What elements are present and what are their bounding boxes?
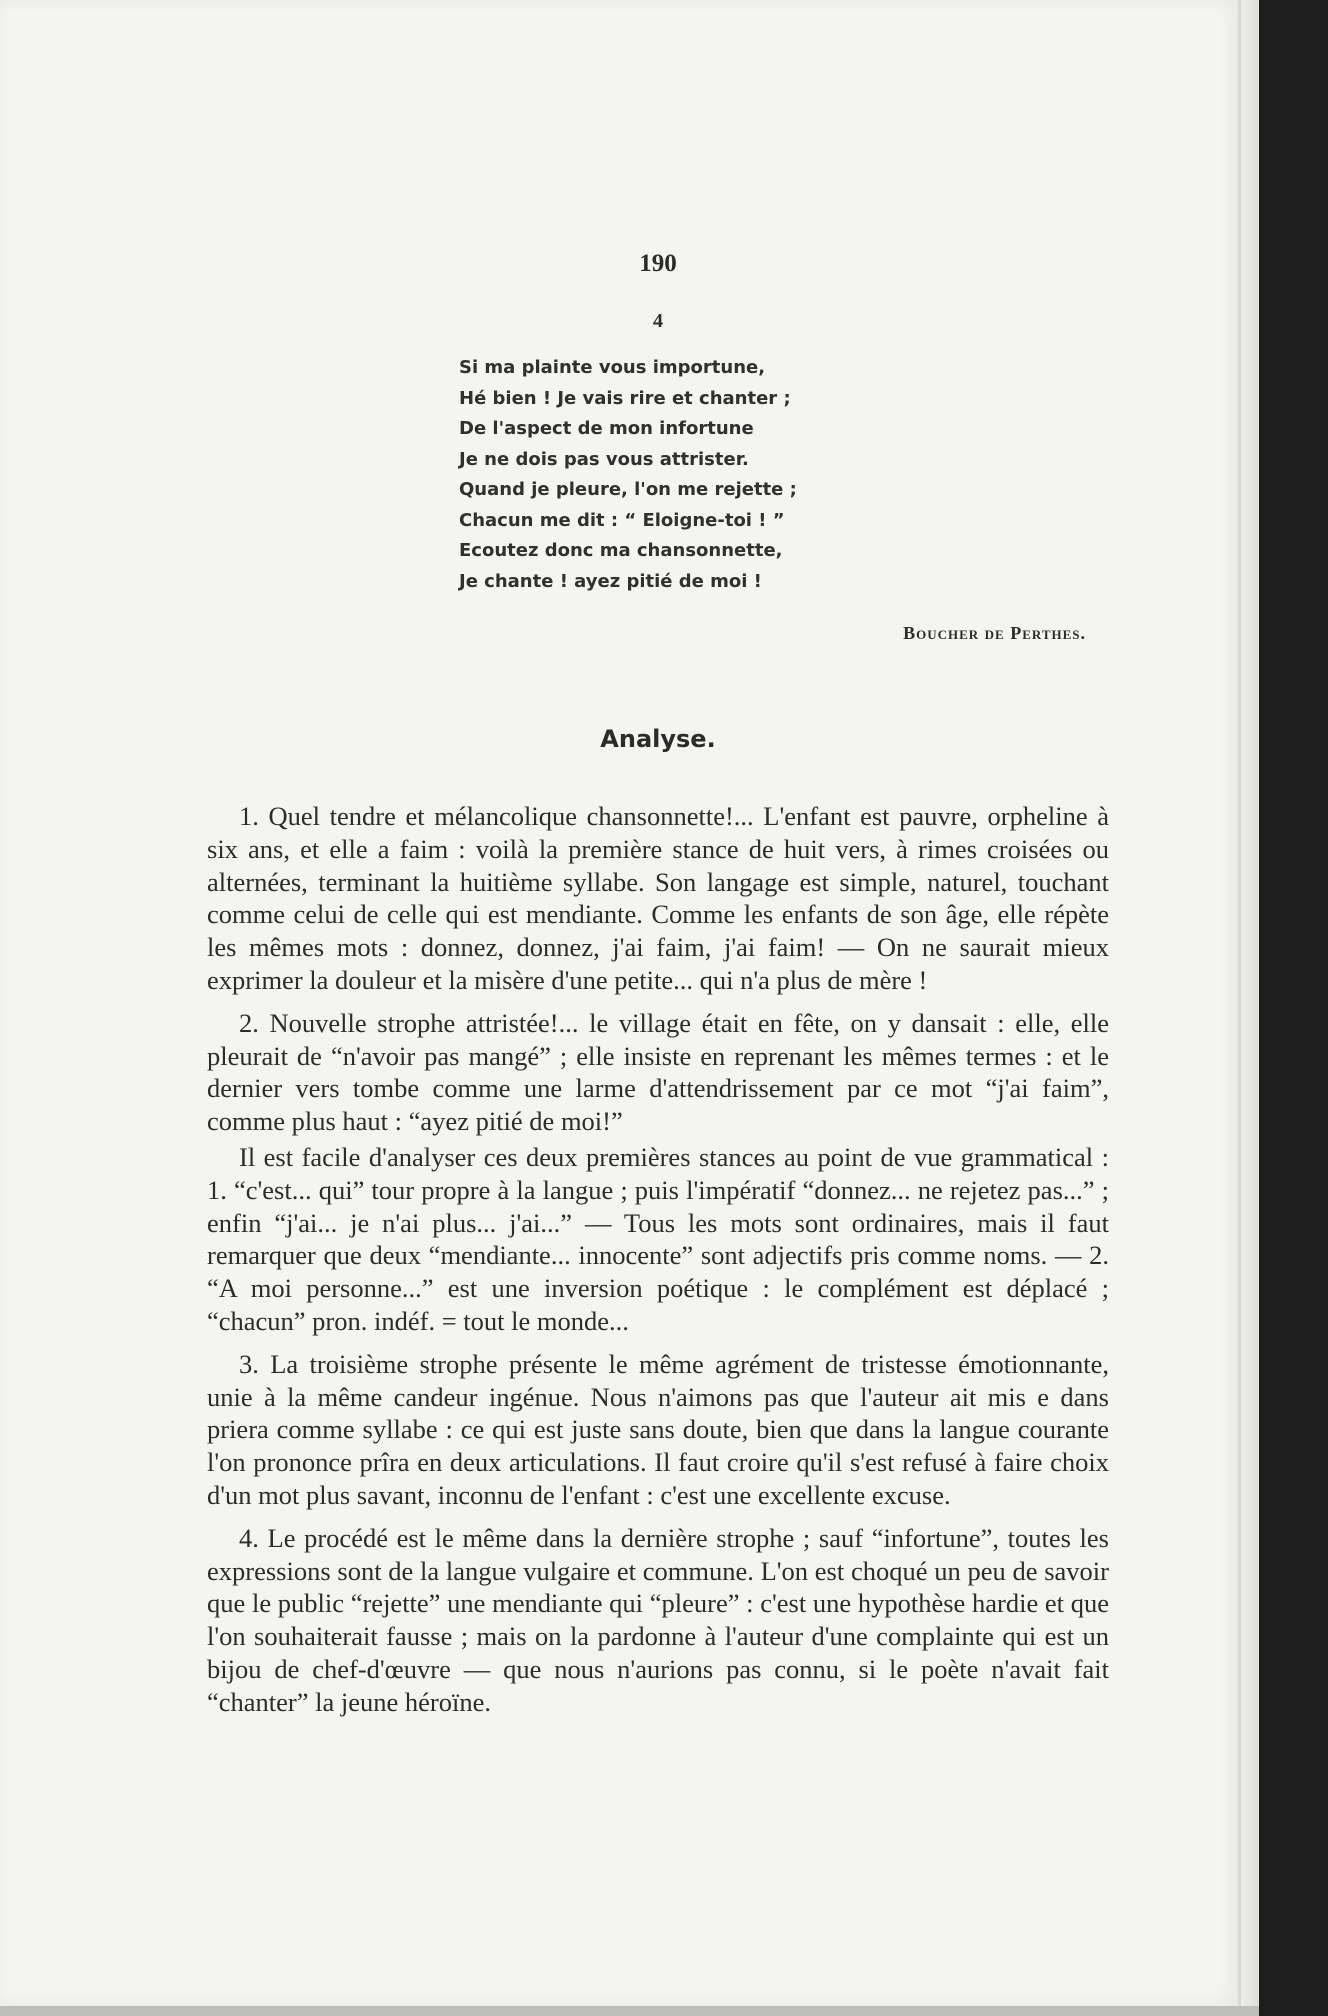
page-bottom-edge [0, 2006, 1259, 2016]
poem-stanza [459, 353, 919, 597]
section-title: Analyse. [600, 725, 716, 753]
analysis-body [207, 800, 1109, 1719]
poem-author: Boucher de Perthes. [903, 623, 1086, 643]
poem-line: Je chante ! ayez pitié de moi ! [459, 570, 762, 592]
poem-line: De l'aspect de mon infortune [459, 418, 754, 439]
poem-line: Ecoutez donc ma chansonnette, [459, 540, 783, 561]
analysis-paragraph-1: 1. Quel tendre et mélancolique chansonnette!... L'enfant est pauvre, orpheline à six ans, et elle a faim : voilà la première stance de huit vers, à rimes croisées ou alternées, terminant la huitième syllabe. Son langage est simple, naturel, touchant comme celui de celle qui est mendiante. Comme les enfants de son âge, elle répète les mêmes mots : donnez, donnez, j'ai faim, j'ai faim! — On ne saurait mieux exprimer la douleur et la misère d'une petite... qui n'a plus de mère ! [207, 801, 1109, 995]
page-edge [1241, 0, 1259, 2016]
analysis-paragraph-4: 4. Le procédé est le même dans la dernière strophe ; sauf “infortune”, toutes les expressions sont de la langue vulgaire et commune. L'on est choqué un peu de savoir que le public “rejette” une mendiante qui “pleure” : c'est une hypothèse hardie et que l'on souhaiterait fausse ; mais on la pardonne à l'auteur d'une complainte qui est un bijou de chef-d'œuvre — que nous n'aurions pas connu, si le poète n'avait fait “chanter” la jeune héroïne. [207, 1522, 1109, 1717]
poem-line: Je ne dois pas vous attrister. [459, 448, 749, 470]
analysis-paragraph-grammar: Il est facile d'analyser ces deux premières stances au point de vue grammatical : 1. “c'est... qui” tour propre à la langue ; puis l'impératif “donnez... ne rejetez pas...” ; enfin “j'ai... je n'ai plus... j'ai...” — Tous les mots sont ordinaires, mais il faut remarquer que deux “mendiante... innocente” sont adjectifs pris comme noms. — 2. “A moi personne...” est une inversion poétique : le complément est déplacé ; “chacun” pron. indéf. = tout le monde... [207, 1141, 1109, 1336]
page-number: 190 [639, 250, 677, 277]
scan-border [1259, 0, 1328, 2016]
poem-line: Hé bien ! Je vais rire et chanter ; [459, 387, 791, 409]
poem-line: Si ma plainte vous importune, [459, 357, 766, 378]
poem-line: Chacun me dit : “ Eloigne-toi ! ” [459, 509, 785, 531]
poem-line: Quand je pleure, l'on me rejette ; [459, 479, 797, 500]
stanza-number: 4 [653, 310, 663, 332]
analysis-paragraph-2: 2. Nouvelle strophe attristée!... le village était en fête, on y dansait : elle, elle pleurait de “n'avoir pas mangé” ; elle insiste en reprenant les mêmes termes : et le dernier vers tombe comme une larme d'attendrissement par ce mot “j'ai faim”, comme plus haut : “ayez pitié de moi!” [207, 1007, 1109, 1137]
analysis-paragraph-3: 3. La troisième strophe présente le même agrément de tristesse émotionnante, unie à la même candeur ingénue. Nous n'aimons pas que l'auteur ait mis e dans priera comme syllabe : ce qui est juste sans doute, bien que dans la langue courante l'on prononce prîra en deux articulations. Il faut croire qu'il s'est refusé à faire choix d'un mot plus savant, inconnu de l'enfant : c'est une excellente excuse. [207, 1348, 1109, 1510]
